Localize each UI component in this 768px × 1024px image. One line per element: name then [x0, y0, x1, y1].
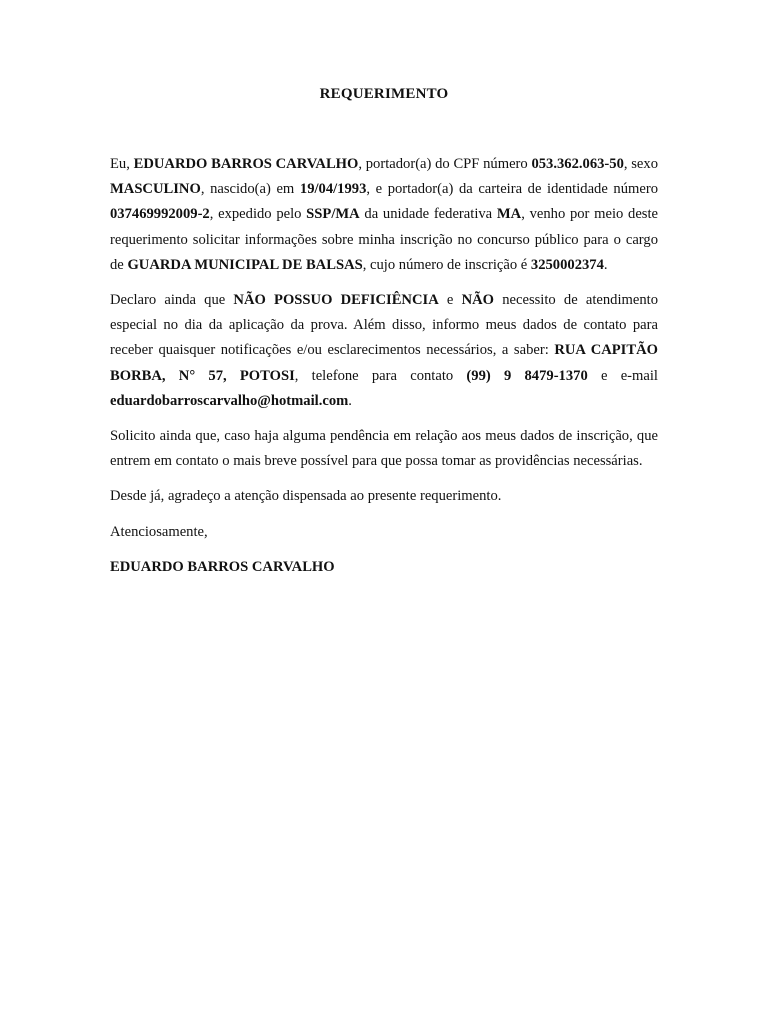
- bold-text: MASCULINO: [110, 181, 201, 198]
- bold-text: 3250002374: [530, 256, 604, 273]
- text: , venho por meio deste requerimento solicitar informações sobre minha inscrição no concurso público para o cargo de: [110, 206, 659, 273]
- text: , e portador(a) da carteira de identidade número: [366, 181, 659, 198]
- text: .: [603, 256, 608, 273]
- bold-text: 053.362.063-50: [531, 156, 624, 172]
- text: necessito de atendimento especial no dia da aplicação da prova. Além disso, informo meus dados de contato para receber quaisquer notificações e/ou esclarecimentos necessários, a saber:: [110, 292, 658, 359]
- text: Declaro ainda que: [110, 292, 234, 309]
- text: , cujo número de inscrição é: [362, 256, 531, 273]
- bold-text: RUA CAPITÃO BORBA, N° 57, POTOSI: [110, 342, 658, 384]
- text: .: [348, 392, 352, 409]
- signature-name: [110, 555, 658, 580]
- text: , portador(a) do CPF número: [358, 156, 532, 172]
- text: e e-mail: [587, 367, 658, 384]
- bold-text: SSP/MA: [306, 206, 360, 223]
- bold-text: NÃO: [461, 292, 495, 309]
- paragraph-identification: [110, 152, 658, 278]
- text: , nascido(a) em: [200, 181, 300, 198]
- bold-text: 037469992009-2: [110, 206, 210, 223]
- bold-text: EDUARDO BARROS CARVALHO: [110, 558, 335, 575]
- bold-text: eduardobarroscarvalho@hotmail.com: [110, 392, 349, 409]
- text: , telefone para contato: [294, 367, 467, 384]
- document-body: [110, 152, 658, 590]
- text: Desde já, agradeço a atenção dispensada ao presente requerimento.: [110, 488, 502, 505]
- text: , sexo: [623, 156, 658, 172]
- bold-text: 19/04/1993: [299, 181, 367, 198]
- text: e: [438, 292, 462, 309]
- bold-text: NÃO POSSUO DEFICIÊNCIA: [233, 292, 439, 309]
- paragraph-request: [110, 424, 658, 474]
- paragraph-declaration: [110, 288, 658, 414]
- bold-text: (99) 9 8479-1370: [466, 367, 588, 384]
- bold-text: MA: [496, 206, 522, 223]
- bold-text: GUARDA MUNICIPAL DE BALSAS: [127, 256, 363, 273]
- text: Atenciosamente,: [110, 523, 208, 540]
- text: Solicito ainda que, caso haja alguma pendência em relação aos meus dados de inscrição, que entrem em contato o mais breve possível para que possa tomar as providências necessárias.: [110, 428, 658, 470]
- paragraph-thanks: [110, 484, 658, 509]
- text: da unidade federativa: [359, 206, 497, 223]
- text: Eu,: [110, 156, 134, 172]
- closing-salutation: [110, 520, 658, 545]
- bold-text: EDUARDO BARROS CARVALHO: [133, 156, 359, 172]
- document-title: REQUERIMENTO: [319, 86, 449, 102]
- text: , expedido pelo: [209, 206, 307, 223]
